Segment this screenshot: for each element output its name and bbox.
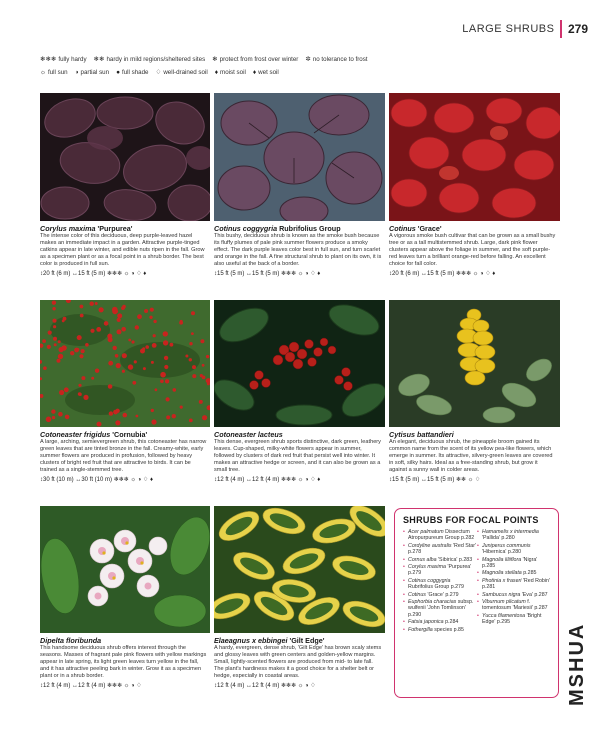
legend-item	[212, 56, 298, 63]
focal-plant-name: Cotinus	[408, 591, 426, 598]
focal-plant-name: Fothergilla	[408, 626, 433, 633]
entry-cotinus-rubrifolius	[214, 224, 382, 277]
legend-label: fully hardy	[58, 56, 87, 63]
plant-cultivar: Rubrifolius Group	[277, 224, 341, 233]
photo-cotoneaster-cornubia	[40, 300, 210, 427]
focal-plant-ref: species p.85	[432, 626, 464, 633]
focal-plant-name: Magnolia stellata	[482, 570, 522, 577]
photo-cotinus-rubrifolius	[214, 93, 385, 221]
entry-dipelta-floribunda	[40, 636, 208, 689]
legend-symbol-icon: ♦	[252, 69, 257, 76]
photo-dipelta-floribunda	[40, 506, 210, 633]
focal-list-item	[403, 619, 476, 625]
focal-list-item	[403, 557, 476, 563]
plant-name	[40, 636, 208, 645]
focal-list-item	[403, 599, 476, 618]
legend-item	[116, 69, 148, 76]
focal-plant-ref: Rubrifolius Group p.279	[408, 584, 464, 591]
focal-plant-ref: 'Sibirica' p.283	[436, 556, 473, 563]
focal-plant-name: Cordyline australis	[408, 542, 452, 549]
plant-genus: Cytisus battandieri	[389, 430, 454, 439]
focal-list-item	[403, 564, 476, 577]
legend-item	[94, 56, 206, 63]
legend-label: well-drained soil	[163, 69, 208, 76]
photo-elaeagnus-gilt-edge	[214, 506, 385, 633]
focal-list-col-2	[477, 529, 550, 634]
section-title: LARGE SHRUBS	[462, 23, 555, 35]
legend-symbol-icon: ♢	[155, 69, 162, 76]
legend-symbol-icon: ❄❄	[93, 56, 105, 63]
focal-plant-name: Acer palmatum	[408, 529, 444, 535]
focal-list-item	[477, 570, 550, 576]
legend-label: no tolerance to frost	[312, 56, 368, 63]
plant-stats: ↕30 ft (10 m) ↔30 ft (10 m) ❄❄❄ ☼ ◑ ♢ ♦	[40, 476, 154, 483]
legend-item	[253, 69, 279, 76]
legend-item	[40, 69, 68, 76]
plant-stats: ↕20 ft (6 m) ↔15 ft (5 m) ❄❄❄ ☼ ◑ ♢ ♦	[40, 270, 147, 277]
focal-plant-name: Hamamelis x intermedia	[482, 529, 539, 535]
focal-plant-name: Cotinus coggygria	[408, 577, 451, 584]
focal-plant-ref: p.284	[443, 619, 459, 626]
legend-line-2	[40, 68, 286, 76]
plant-stats: ↕12 ft (4 m) ↔12 ft (4 m) ❄❄❄ ☼ ◑ ♢ ♦	[214, 476, 321, 483]
focal-plant-ref: 'Red Robin' p.281	[482, 577, 550, 591]
focal-plant-name: Euphorbia characias	[408, 599, 457, 606]
entry-cotoneaster-lacteus	[214, 430, 382, 483]
plant-name	[214, 430, 382, 439]
plant-genus: Corylus maxima	[40, 224, 96, 233]
focal-plant-ref: 'Bright Edge' p.295	[482, 612, 542, 626]
plant-stats: ↕12 ft (4 m) ↔12 ft (4 m) ❄❄❄ ☼ ◑ ♢	[214, 682, 316, 689]
focal-list-item	[403, 543, 476, 556]
focal-points-box	[394, 508, 559, 698]
focal-plant-name: Photinia x fraseri	[482, 577, 522, 584]
plant-name	[40, 224, 208, 233]
focal-points-title: SHRUBS FOR FOCAL POINTS	[403, 515, 539, 525]
focal-plant-ref: 'Red Star' p.278	[408, 542, 476, 556]
focal-list-item	[477, 613, 550, 626]
photo-cotoneaster-lacteus	[214, 300, 385, 427]
plant-description: This dense, evergreen shrub sports distinctive, dark green, leathery leaves. Cup-shaped, milky-white flowers appear in summer, followed by clusters of dark red fruit that persist well into winter. It makes an attractive hedge or screen, and it can also be grown as a small tree.	[214, 439, 381, 473]
legend-item	[156, 69, 208, 76]
focal-list-item	[477, 529, 550, 542]
focal-plant-ref: 'Nigra' p.285	[482, 556, 538, 570]
focal-list-item	[403, 592, 476, 598]
legend-label: partial sun	[80, 69, 110, 76]
legend-symbol-icon: ❄❄❄	[40, 56, 57, 63]
legend-item	[40, 56, 87, 63]
focal-list-item	[477, 599, 550, 612]
plant-name	[389, 430, 557, 439]
legend-line-1	[40, 55, 375, 63]
focal-plant-ref: Dissectum Atropurpureum Group p.282	[408, 529, 475, 542]
plant-stats: ↕20 ft (6 m) ↔15 ft (5 m) ❄❄❄ ☼ ◑ ♢ ♦	[389, 270, 496, 277]
plant-description: A vigorous smoke bush cultivar that can be grown as a small bushy tree or as a tall multistemmed shrub. Large, dark pink flower clusters appear above the foliage in summer, and the soft purple-red leaves turn a brilliant orange-red before falling. An excellent choice for fall color.	[389, 233, 556, 267]
plant-description: A large, arching, semievergreen shrub, this cotoneaster has narrow green leaves that are tinted bronze in the fall. Creamy-white, early summer flowers are produced in profusion, followed by heavy clusters of bright red fruit that are attractive to birds. It can be trained as a single-stemmed tree.	[40, 439, 207, 473]
focal-plant-ref: 'Eva' p.287	[520, 591, 548, 598]
focal-list-item	[403, 578, 476, 591]
focal-plant-ref: 'Grace' p.279	[425, 591, 459, 598]
focal-plant-name: Corylus maxima	[408, 564, 446, 571]
focal-plant-name: Yucca filamentosa	[482, 612, 526, 619]
focal-list-item	[477, 557, 550, 570]
focal-plant-name: Viburnum plicatum	[482, 599, 526, 606]
focal-plant-name: Cornus alba	[408, 556, 437, 563]
plant-description: A hardy, evergreen, dense shrub, 'Gilt Edge' has brown scaly stems and glossy leaves with green centers and golden-yellow margins. Small, lightly-scented flowers are produced from mid- to late fall. The plant's hardiness makes it a good choice for a shelter belt or hedge, especially in coastal areas.	[214, 645, 382, 679]
page-header	[462, 20, 588, 38]
legend-symbol-icon: ◑	[74, 69, 79, 76]
focal-plant-name: Magnolia liliiflora	[482, 556, 522, 563]
plant-name	[214, 224, 382, 233]
plant-name	[389, 224, 557, 233]
plant-genus: Dipelta floribunda	[40, 636, 102, 645]
plant-stats: ↕15 ft (5 m) ↔15 ft (5 m) ❄❄❄ ☼ ◑ ♢ ♦	[214, 270, 321, 277]
plant-cultivar: 'Gilt Edge'	[287, 636, 325, 645]
focal-plant-ref: 'Pallida' p.280	[482, 535, 515, 542]
plant-name	[40, 430, 208, 439]
page-number: 279	[567, 22, 588, 36]
focal-list-item	[403, 529, 476, 542]
legend-item	[305, 56, 367, 63]
plant-genus: Cotinus	[389, 224, 416, 233]
photo-cotinus-grace	[389, 93, 560, 221]
focal-list-item	[477, 578, 550, 591]
focal-list-col-1	[403, 529, 476, 634]
legend-label: protect from frost over winter	[219, 56, 299, 63]
legend-symbol-icon: ♦	[214, 69, 219, 76]
plant-genus: Cotoneaster lacteus	[214, 430, 283, 439]
plant-cultivar: 'Cornubia'	[110, 430, 148, 439]
focal-list-item	[477, 543, 550, 556]
entry-cotinus-grace	[389, 224, 557, 277]
legend-label: moist soil	[220, 69, 246, 76]
entry-cytisus-battandieri	[389, 430, 557, 483]
legend-symbol-icon: ☼	[40, 69, 46, 76]
legend-label: full sun	[47, 69, 68, 76]
plant-description: This bushy, deciduous shrub is known as the smoke bush because its fluffy plumes of pale pink summer flowers produce a smoky effect. The dark purple leaves color best in full sun, and turn scarlet and orange in the fall. A fine structural shrub to plant on its own, it is also useful at the back of a border.	[214, 233, 382, 267]
legend-symbol-icon: ●	[116, 69, 121, 76]
plant-description: An elegant, deciduous shrub, the pineapple broom gained its common name from the scent of its yellow pea-like flowers, which emerge in summer. Its attractive, silvery-green leaves are covered in soft, silky hairs. Ideal as a free-standing shrub, but grow it against a sunny wall in colder areas.	[389, 439, 553, 473]
plant-name	[214, 636, 382, 645]
focal-plant-ref: subsp. wulfenii 'John Tomlinson' p.290	[408, 599, 474, 618]
legend-label: wet soil	[258, 69, 279, 76]
plant-stats: ↕12 ft (4 m) ↔12 ft (4 m) ❄❄❄ ☼ ◑ ♢	[40, 682, 142, 689]
plant-stats: ↕15 ft (5 m) ↔15 ft (5 m) ❄❄ ☼ ♢	[389, 476, 481, 483]
legend-item	[75, 69, 110, 76]
legend-label: hardy in mild regions/sheltered sites	[106, 56, 206, 63]
photo-cytisus-battandieri	[389, 300, 560, 427]
plant-description: This handsome deciduous shrub offers interest through the seasons. Masses of fragrant pale pink flowers with yellow markings appear in late spring, its light green leaves turn yellow in the fall, and it has attractive peeling bark in winter. Grow it as a specimen plant or in a shrub border.	[40, 645, 207, 679]
legend-symbol-icon: ❄	[212, 56, 218, 63]
brand-watermark: MSHUA	[566, 622, 588, 706]
entry-corylus-maxima	[40, 224, 208, 277]
header-divider	[560, 20, 562, 38]
plant-genus: Cotoneaster frigidus	[40, 430, 111, 439]
plant-genus: Cotinus coggygria	[214, 224, 278, 233]
focal-list-item	[403, 627, 476, 633]
focal-plant-ref: 'Purpurea' p.279	[408, 564, 472, 577]
focal-plant-name: Sambucus nigra	[482, 591, 521, 598]
entry-elaeagnus-gilt-edge	[214, 636, 382, 689]
plant-description: The intense color of this deciduous, deep purple-leaved hazel makes an immediate impact in a garden. Attractive purple-tinged catkins appear in late winter, and edible nuts ripen in the fall. Grow as a specimen plant or as a focal point in a shrub border. The best color is produced in full sun.	[40, 233, 205, 267]
focal-plant-ref: f. tomentosum 'Mariesii' p.287	[482, 599, 548, 612]
plant-genus: Elaeagnus x ebbingei	[214, 636, 288, 645]
focal-plant-name: Juniperus communis	[482, 542, 531, 549]
plant-cultivar: 'Grace'	[415, 224, 442, 233]
legend-label: full shade	[122, 69, 149, 76]
plant-cultivar: 'Purpurea'	[95, 224, 133, 233]
focal-plant-ref: p.285	[521, 570, 537, 577]
photo-corylus-purpurea	[40, 93, 210, 221]
legend-symbol-icon: ✲	[305, 56, 311, 63]
focal-plant-name: Fatsia japonica	[408, 619, 444, 626]
legend-item	[215, 69, 246, 76]
focal-list-item	[477, 592, 550, 598]
entry-cotoneaster-cornubia	[40, 430, 208, 483]
focal-plant-ref: 'Hibernica' p.280	[482, 549, 522, 556]
